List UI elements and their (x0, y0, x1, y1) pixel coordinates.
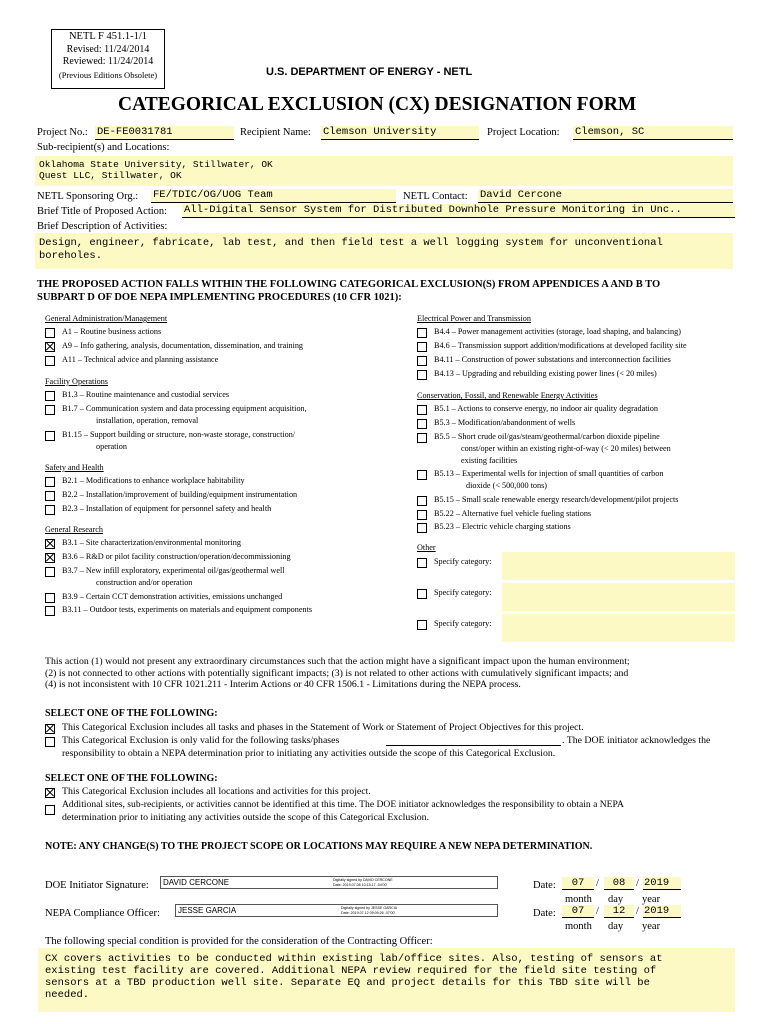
date1-day[interactable]: 08 (604, 877, 634, 890)
checkbox-all-locations[interactable] (45, 788, 55, 798)
brief-title-label: Brief Title of Proposed Action: (37, 206, 168, 217)
checkbox-specific-tasks[interactable] (45, 737, 55, 747)
option-specific-tasks-c: responsibility to obtain a NEPA determination prior to initiating any activities outside the scope of this Categorical Exclusion. (62, 748, 556, 759)
checkbox-b5-1[interactable] (417, 405, 427, 415)
circumstances-paragraph (45, 656, 630, 691)
section-general-admin: General Administration/Management (45, 314, 168, 323)
checkbox-b3-11[interactable] (45, 606, 55, 616)
item-b5-3: B5.3 – Modification/abandonment of wells (434, 418, 576, 427)
specify-category-field-1[interactable] (502, 552, 735, 580)
project-no-field[interactable]: DE-FE0031781 (95, 126, 234, 140)
checkbox-b5-3[interactable] (417, 419, 427, 429)
item-b3-6: B3.6 – R&D or pilot facility construction/operation/decommissioning (62, 552, 291, 561)
option-specific-tasks-b: . The DOE initiator acknowledges the (562, 735, 711, 746)
checkbox-b4-13[interactable] (417, 370, 427, 380)
checkbox-b5-13[interactable] (417, 470, 427, 480)
exclusion-heading (37, 278, 660, 304)
item-b4-13: B4.13 – Upgrading and rebuilding existing power lines (< 20 miles) (434, 369, 657, 378)
date-label-2: Date: (533, 908, 556, 919)
section-electrical: Electrical Power and Transmission (417, 314, 531, 323)
nepa-signature-field[interactable] (175, 904, 498, 917)
section-conservation: Conservation, Fossil, and Renewable Energy Activities (417, 391, 598, 400)
checkbox-b4-6[interactable] (417, 342, 427, 352)
checkbox-b1-7[interactable] (45, 405, 55, 415)
checkbox-b3-1[interactable] (45, 539, 55, 549)
date2-month[interactable]: 07 (562, 905, 594, 918)
item-b4-4: B4.4 – Power management activities (storage, load shaping, and balancing) (434, 327, 681, 336)
checkbox-b4-11[interactable] (417, 356, 427, 366)
select-one-heading-2: SELECT ONE OF THE FOLLOWING: (45, 773, 218, 784)
exclusion-heading-line: SUBPART D OF DOE NEPA IMPLEMENTING PROCEDURES (10 CFR 1021): (37, 292, 402, 303)
date1-sep: / (636, 878, 639, 889)
circumstances-line: (4) is not inconsistent with 10 CFR 1021.211 - Interim Actions or 40 CFR 1506.1 - Limitations during the NEPA process. (45, 679, 521, 690)
date2-year-caption: year (642, 921, 661, 932)
brief-title-field[interactable]: All-Digital Sensor System for Distributed Downhole Pressure Monitoring in Unc.. (182, 204, 735, 218)
select-one-heading-1: SELECT ONE OF THE FOLLOWING: (45, 708, 218, 719)
checkbox-other-3[interactable] (417, 620, 427, 630)
option-additional-sites: Additional sites, sub-recipients, or activities cannot be identified at this time. The DOE initiator acknowledges the responsibility to obtain a NEPA (62, 799, 624, 810)
date1-year[interactable]: 2019 (643, 877, 681, 890)
item-b3-9: B3.9 – Certain CCT demonstration activities, emissions unchanged (62, 592, 283, 601)
item-a1: A1 – Routine business actions (62, 327, 162, 336)
item-b3-11: B3.11 – Outdoor tests, experiments on materials and equipment components (62, 605, 313, 614)
checkbox-a11[interactable] (45, 356, 55, 366)
initiator-signature-label: DOE Initiator Signature: (45, 880, 149, 891)
specify-category-field-2[interactable] (502, 583, 735, 611)
date1-sep: / (596, 878, 599, 889)
initiator-digital-line: Date: 2019.07.08 10:15:17 -04'00' (333, 883, 388, 887)
special-condition-label: The following special condition is provided for the consideration of the Contracting Officer: (45, 936, 433, 947)
item-a9: A9 – Info gathering, analysis, documentation, dissemination, and training (62, 341, 304, 350)
checkbox-b2-1[interactable] (45, 477, 55, 487)
checkbox-b3-6[interactable] (45, 553, 55, 563)
item-b1-3: B1.3 – Routine maintenance and custodial services (62, 390, 230, 399)
checkbox-b1-3[interactable] (45, 391, 55, 401)
checkbox-a1[interactable] (45, 328, 55, 338)
specify-category-label: Specify category: (434, 557, 492, 566)
date-label-1: Date: (533, 880, 556, 891)
item-b1-7: B1.7 – Communication system and data processing equipment acquisition, (62, 404, 307, 413)
item-b5-5: B5.5 – Short crude oil/gas/steam/geothermal/carbon dioxide pipeline (434, 432, 660, 441)
special-condition-field[interactable] (38, 948, 735, 1012)
date1-year-caption: year (642, 894, 661, 905)
project-no-label: Project No.: (37, 127, 88, 138)
subrecipient-line: Quest LLC, Stillwater, OK (39, 170, 182, 181)
sponsoring-org-field[interactable]: FE/TDIC/OG/UOG Team (151, 189, 396, 203)
item-b5-22: B5.22 – Alternative fuel vehicle fueling stations (434, 509, 592, 518)
item-b3-7-cont: construction and/or operation (96, 578, 193, 587)
item-b5-13-cont: dioxide (< 500,000 tons) (466, 481, 548, 490)
item-b3-7: B3.7 – New infill exploratory, experimental oil/gas/geothermal well (62, 566, 285, 575)
form-id-box (51, 29, 165, 89)
item-b2-1: B2.1 – Modifications to enhance workplace habitability (62, 476, 245, 485)
checkbox-b3-7[interactable] (45, 567, 55, 577)
checkbox-b1-15[interactable] (45, 431, 55, 441)
description-line: boreholes. (39, 250, 103, 262)
reviewed-date: Reviewed: 11/24/2014 (62, 56, 154, 67)
checkbox-b3-9[interactable] (45, 593, 55, 603)
scope-change-note: NOTE: ANY CHANGE(S) TO THE PROJECT SCOPE OR LOCATIONS MAY REQUIRE A NEW NEPA DETERMINATION. (45, 841, 593, 852)
initiator-digital-line: Digitally signed by DAVID CERCONE (333, 878, 393, 882)
option-all-tasks: This Categorical Exclusion includes all tasks and phases in the Statement of Work or Statement of Project Objectives for this project. (62, 722, 584, 733)
date2-day[interactable]: 12 (604, 905, 634, 918)
item-b3-1: B3.1 – Site characterization/environmental monitoring (62, 538, 241, 547)
item-b5-23: B5.23 – Electric vehicle charging stations (434, 522, 571, 531)
date2-year[interactable]: 2019 (643, 905, 681, 918)
circumstances-line: This action (1) would not present any extraordinary circumstances such that the action might have a significant impact upon the human environment; (45, 656, 630, 667)
circumstances-line: (2) is not connected to other actions with potentially significant impacts; (3) is not related to other actions with cumulatively significant impacts; and (45, 667, 629, 679)
item-b4-6: B4.6 – Transmission support addition/modifications at developed facility site (434, 341, 687, 350)
checkbox-b5-5[interactable] (417, 433, 427, 443)
item-a11: A11 – Technical advice and planning assistance (62, 355, 219, 364)
item-b2-3: B2.3 – Installation of equipment for personnel safety and health (62, 504, 272, 513)
checkbox-b2-3[interactable] (45, 505, 55, 515)
exclusion-heading-line: THE PROPOSED ACTION FALLS WITHIN THE FOLLOWING CATEGORICAL EXCLUSION(S) FROM APPENDICES A AND B TO (37, 279, 661, 290)
item-b5-1: B5.1 – Actions to conserve energy, no indoor air quality degradation (434, 404, 658, 413)
checkbox-b5-15[interactable] (417, 496, 427, 506)
checkbox-b5-22[interactable] (417, 510, 427, 520)
section-other: Other (417, 543, 436, 552)
date2-day-caption: day (608, 921, 624, 932)
item-b5-5-cont: const/oper within an existing right-of-way (< 20 miles) between (461, 444, 671, 453)
special-condition-line: needed. (45, 989, 90, 1001)
item-b5-13: B5.13 – Experimental wells for injection of small quantities of carbon (434, 469, 664, 478)
recipient-name-field[interactable]: Clemson University (321, 126, 479, 140)
checkbox-additional-sites[interactable] (45, 805, 55, 815)
item-b4-11: B4.11 – Construction of power substations and interconnection facilities (434, 355, 671, 364)
special-condition-line: sensors at a TBD production well site. Separate EQ and project details for this TBD site will be (45, 977, 650, 989)
checkbox-b2-2[interactable] (45, 491, 55, 501)
project-location-label: Project Location: (487, 127, 560, 138)
netl-contact-label: NETL Contact: (403, 191, 468, 202)
form-number: NETL F 451.1-1/1 (68, 31, 148, 42)
section-facility-operations: Facility Operations (45, 377, 108, 386)
item-b2-2: B2.2 – Installation/improvement of building/equipment instrumentation (62, 490, 298, 499)
option-additional-sites-b: determination prior to initiating any activities outside the scope of this Categorical Exclusion. (62, 812, 430, 823)
date2-sep: / (636, 906, 639, 917)
option-specific-tasks: This Categorical Exclusion is only valid for the following tasks/phases (62, 735, 340, 746)
checkbox-other-1[interactable] (417, 558, 427, 568)
section-general-research: General Research (45, 525, 103, 534)
initiator-signature-field[interactable] (160, 876, 498, 889)
description-line: Design, engineer, fabricate, lab test, and then field test a well logging system for unconventional (39, 237, 663, 249)
checkbox-all-tasks[interactable] (45, 724, 55, 734)
agency-name: U.S. DEPARTMENT OF ENERGY - NETL (266, 66, 473, 78)
previous-editions: (Previous Editions Obsolete) (58, 69, 158, 80)
brief-description-label: Brief Description of Activities: (37, 221, 168, 232)
checkbox-b4-4[interactable] (417, 328, 427, 338)
item-b1-15: B1.15 – Support building or structure, non-waste storage, construction/ (62, 430, 296, 439)
subrecipients-label: Sub-recipient(s) and Locations: (37, 142, 170, 153)
checkbox-other-2[interactable] (417, 589, 427, 599)
item-b5-5-cont: existing facilities (461, 456, 518, 465)
specify-category-label: Specify category: (434, 588, 492, 597)
tasks-phases-field[interactable] (386, 734, 561, 746)
section-safety-health: Safety and Health (45, 463, 104, 472)
nepa-digital-line: Date: 2019.07.12 09:09:26 -07'00' (341, 911, 396, 915)
special-condition-line: existing test facility are covered. Additional NEPA review required for the field site testing of (45, 965, 657, 977)
revised-date: Revised: 11/24/2014 (66, 43, 150, 55)
date2-sep: / (596, 906, 599, 917)
subrecipients-field[interactable] (35, 156, 733, 186)
checkbox-b5-23[interactable] (417, 523, 427, 533)
netl-contact-field[interactable]: David Cercone (478, 189, 733, 203)
checkbox-a9[interactable] (45, 342, 55, 352)
brief-description-field[interactable] (35, 233, 733, 269)
item-b1-7-cont: installation, operation, removal (96, 416, 199, 425)
sponsoring-org-label: NETL Sponsoring Org.: (37, 191, 139, 202)
item-b1-15-cont: operation (96, 442, 127, 451)
form-title: CATEGORICAL EXCLUSION (CX) DESIGNATION FORM (118, 94, 637, 115)
subrecipient-line: Oklahoma State University, Stillwater, OK (39, 159, 273, 170)
option-all-locations: This Categorical Exclusion includes all locations and activities for this project. (62, 786, 371, 797)
date1-month-caption: month (565, 894, 592, 905)
specify-category-field-3[interactable] (502, 614, 735, 642)
date1-day-caption: day (608, 894, 624, 905)
nepa-officer-label: NEPA Compliance Officer: (45, 908, 160, 919)
nepa-signer-name: JESSE GARCIA (178, 906, 237, 915)
special-condition-line: CX covers activities to be conducted within existing lab/office sites. Also, testing of sensors at (45, 953, 663, 965)
initiator-signer-name: DAVID CERCONE (163, 878, 230, 887)
date1-month[interactable]: 07 (562, 877, 594, 890)
specify-category-label: Specify category: (434, 619, 492, 628)
recipient-name-label: Recipient Name: (240, 127, 311, 138)
project-location-field[interactable]: Clemson, SC (573, 126, 733, 140)
date2-month-caption: month (565, 921, 592, 932)
nepa-digital-line: Digitally signed by JESSE GARCIA (341, 906, 398, 910)
item-b5-15: B5.15 – Small scale renewable energy research/development/pilot projects (434, 495, 679, 504)
